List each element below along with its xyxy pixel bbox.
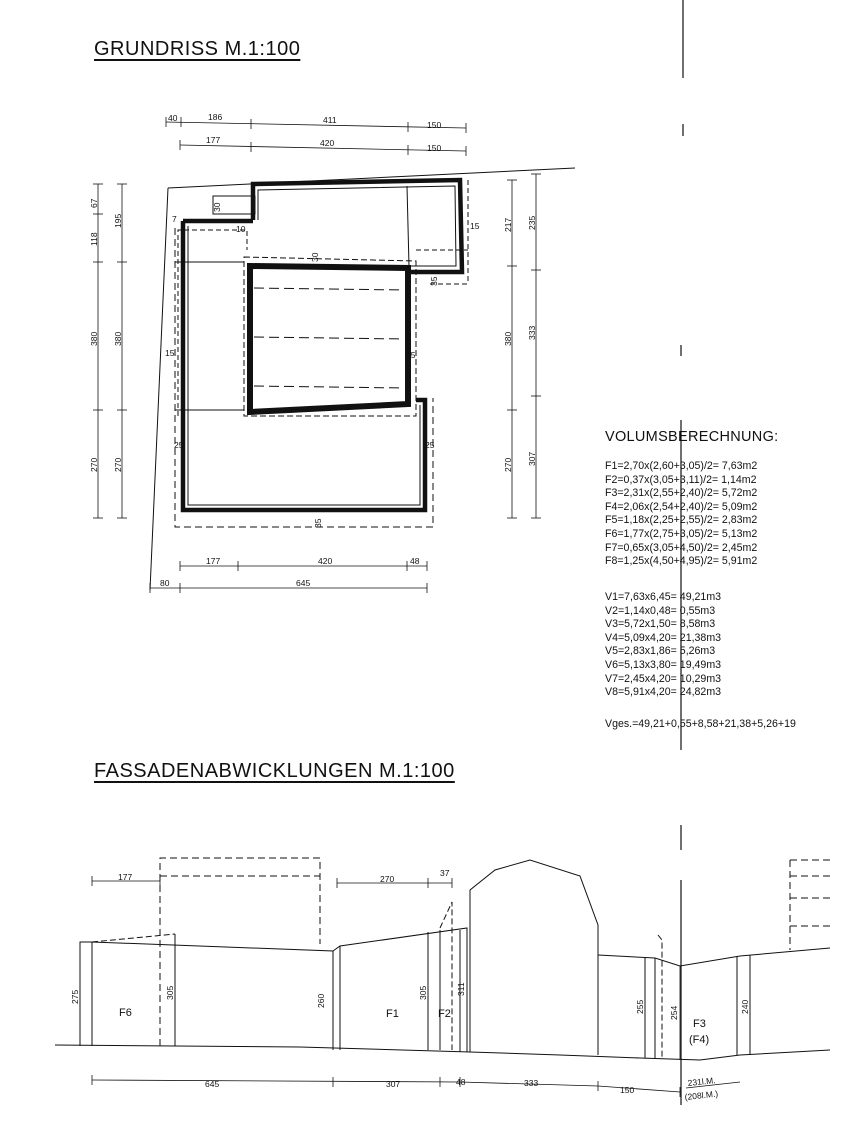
plan-dim-bottom-4: 80	[160, 578, 170, 588]
field-label-f4: (F4)	[689, 1034, 710, 1046]
wall-label-4: 30	[310, 252, 320, 262]
volume-total: Vges.=49,21+0,55+8,58+21,38+5,26+19	[605, 718, 796, 730]
area-item-f6: F6=1,77x(2,75+3,05)/2= 5,13m2	[605, 527, 758, 540]
facade-height-1: 275	[70, 989, 80, 1004]
facade-height-8: 240	[740, 999, 750, 1014]
floor-plan	[89, 112, 575, 593]
facade-dim-bottom-3: 48	[456, 1077, 466, 1087]
facade-dim-top-2: 270	[380, 874, 395, 884]
plan-dim-left-2: 195	[113, 213, 123, 228]
plan-dim-left-4: 270	[89, 457, 99, 472]
plan-dim-top-7: 150	[427, 143, 442, 153]
volume-item-v5: V5=2,83x1,86= 5,26m3	[605, 645, 716, 658]
wall-label-3: 10	[236, 224, 246, 234]
plan-title: GRUNDRISS M.1:100	[94, 38, 301, 60]
facade-height-4: 305	[418, 985, 428, 1000]
facade-height-3: 260	[316, 993, 326, 1008]
plan-dim-right-2: 380	[503, 331, 513, 346]
plan-dim-top-3: 411	[323, 115, 337, 125]
site-boundary-left	[150, 188, 168, 590]
facade-dim-bottom-4: 333	[524, 1078, 539, 1088]
upper-annex-inner	[258, 186, 456, 266]
annex-divider	[407, 186, 409, 266]
plan-bottom-dimensions	[150, 561, 427, 593]
plan-dim-top-5: 177	[206, 135, 221, 145]
wall-label-5: 15	[470, 221, 480, 231]
facade-height-6: 255	[635, 999, 645, 1014]
wall-label-7: 15	[165, 348, 175, 358]
plan-dim-top-4: 150	[427, 120, 442, 130]
sheet-cut-line	[681, 0, 683, 1105]
wall-label-8: 25	[406, 350, 416, 360]
facade-tower	[470, 860, 598, 1055]
area-item-f3: F3=2,31x(2,55+2,40)/2= 5,72m2	[605, 487, 758, 500]
area-item-f4: F4=2,06x(2,54+2,40)/2= 5,09m2	[605, 500, 758, 513]
core-outer-dashed	[244, 257, 416, 416]
plan-dim-left-6: 380	[113, 331, 123, 346]
plan-dim-top-1: 40	[168, 113, 178, 123]
right-dashed-boxes	[790, 860, 830, 950]
facade-dim-bottom-2: 307	[386, 1079, 401, 1089]
facade-height-2: 305	[165, 985, 175, 1000]
plan-dim-right-1: 217	[503, 217, 513, 232]
facade-f6-wall	[92, 942, 333, 1050]
plan-dim-top-6: 420	[320, 138, 335, 148]
volume-item-v1: V1=7,63x6,45= 49,21m3	[605, 591, 722, 603]
facade-dim-bottom-5: 150	[620, 1085, 635, 1095]
field-label-f2: F2	[438, 1008, 451, 1020]
wall-label-1: 30	[212, 202, 222, 212]
plan-dim-left-5: 118	[89, 232, 99, 246]
volume-item-v4: V4=5,09x4,20= 21,38m3	[605, 631, 722, 644]
field-label-f3: F3	[693, 1018, 706, 1030]
plan-dim-right-4: 235	[527, 215, 537, 230]
facade-top-dimensions	[92, 876, 452, 888]
plan-dim-bottom-2: 420	[318, 556, 333, 566]
plan-dim-bottom-1: 177	[206, 556, 221, 566]
volume-item-v3: V3=5,72x1,50= 8,58m3	[605, 618, 716, 631]
wall-label-10: 25	[425, 440, 435, 450]
wall-label-11: 35	[313, 518, 323, 528]
area-item-f7: F7=0,65x(3,05+4,50)/2= 2,45m2	[605, 541, 758, 554]
dashed-roof-box	[160, 858, 320, 1046]
facade-bottom-dimensions	[92, 1075, 740, 1097]
facade-elevation	[55, 858, 830, 1102]
site-boundary	[168, 168, 575, 188]
plan-dim-right-5: 333	[527, 325, 537, 340]
facade-height-markers	[80, 928, 750, 1060]
area-item-f8: F8=1,25x(4,50+4,95)/2= 5,91m2	[605, 555, 758, 568]
plan-dim-top-2: 186	[208, 112, 223, 122]
facade-title: FASSADENABWICKLUNGEN M.1:100	[94, 760, 455, 782]
plan-dim-bottom-5: 645	[296, 578, 311, 588]
area-item-f5: F5=1,18x(2,25+2,55)/2= 2,83m2	[605, 514, 758, 527]
facade-dim-top-1: 177	[118, 872, 133, 882]
facade-height-7: 254	[669, 1005, 679, 1020]
ground-line	[55, 1045, 830, 1060]
facade-f3-wall	[598, 948, 830, 966]
plan-dim-left-1: 67	[89, 198, 99, 208]
facade-f1-wall	[333, 928, 467, 1052]
volume-item-v6: V6=5,13x3,80= 19,49m3	[605, 658, 722, 671]
volume-item-v7: V7=2,45x4,20= 10,29m3	[605, 672, 722, 685]
plan-dim-left-3: 380	[89, 331, 99, 346]
volume-item-v2: V2=1,14x0,48= 0,55m3	[605, 604, 716, 617]
plan-dim-right-6: 307	[527, 451, 537, 466]
plan-dim-bottom-3: 48	[410, 556, 420, 566]
wall-label-6: 35	[429, 276, 439, 286]
level-label-1: 231l.M.	[687, 1075, 716, 1088]
facade-height-5: 311	[456, 982, 466, 996]
volume-calc-title: VOLUMSBERECHNUNG:	[605, 429, 779, 445]
field-label-f6: F6	[119, 1007, 132, 1019]
area-item-f2: F2=0,37x(3,05+3,11)/2= 1,14m2	[605, 473, 757, 486]
level-label-2: (208l.M.)	[684, 1088, 719, 1102]
facade-dim-bottom-1: 645	[205, 1079, 220, 1089]
wall-label-9: 25	[174, 440, 184, 450]
facade-dim-top-3: 37	[440, 868, 450, 878]
plan-dim-right-3: 270	[503, 457, 513, 472]
volume-item-v8: V8=5,91x4,20= 24,82m3	[605, 686, 722, 699]
plan-dim-left-7: 270	[113, 457, 123, 472]
area-item-f1: F1=2,70x(2,60+3,05)/2= 7,63m2	[605, 460, 758, 472]
wall-label-2: 7	[172, 214, 177, 224]
plan-outline-dashed	[175, 228, 433, 527]
field-label-f1: F1	[386, 1008, 399, 1020]
